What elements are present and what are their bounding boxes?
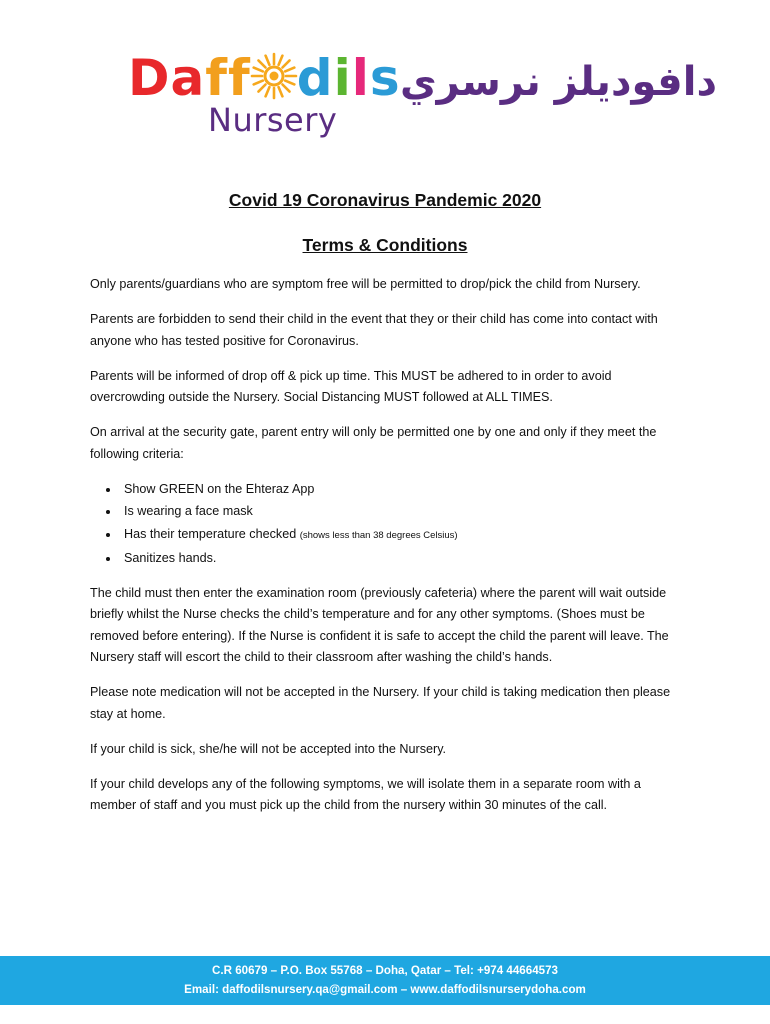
contact-footer bbox=[0, 956, 770, 1005]
criteria-list bbox=[90, 478, 680, 570]
paragraph: If your child develops any of the following symptoms, we will isolate them in a separate room with a member of staff and you must pick up the child from the nursery within 30 minutes of the call. bbox=[90, 776, 641, 812]
list-item: • Has their temperature checked (shows less than 38 degrees Celsius) bbox=[120, 523, 680, 548]
logo-wordmark bbox=[128, 48, 401, 108]
logo-nursery-text: Nursery bbox=[208, 101, 338, 139]
document-subtitle: Terms & Conditions bbox=[302, 235, 468, 255]
logo-letter-f1: f bbox=[205, 49, 229, 107]
paragraph: Please note medication will not be accepted in the Nursery. If your child is taking medication then please stay at home. bbox=[90, 685, 671, 721]
paragraph: The child must then enter the examination room (previously cafeteria) where the parent will wait outside briefly whilst the Nurse checks the child’s temperature and for any other symptoms. (Shoes must be removed before entering). If the Nurse is confident it is safe to accept the child the parent will leave. The Nursery staff will escort the child to their classroom after washing the child’s hands. bbox=[90, 585, 669, 664]
list-item: • Sanitizes hands. bbox=[120, 547, 680, 570]
footer-contact: Email: daffodilsnursery.qa@gmail.com – www.daffodilsnurserydoha.com bbox=[184, 983, 586, 996]
logo-letter-d: D bbox=[128, 49, 171, 107]
logo-letter-l: l bbox=[351, 49, 370, 107]
temperature-note: (shows less than 38 degrees Celsius) bbox=[299, 529, 458, 541]
paragraph: Parents will be informed of drop off & pick up time. This MUST be adhered to in order to avoid overcrowding outside the Nursery. Social Distancing MUST followed at ALL TIMES. bbox=[90, 368, 612, 404]
sun-flower-icon bbox=[249, 51, 299, 101]
document-title: Covid 19 Coronavirus Pandemic 2020 bbox=[228, 190, 542, 210]
paragraph: Only parents/guardians who are symptom free will be permitted to drop/pick the child from Nursery. bbox=[90, 277, 641, 291]
nursery-logo bbox=[128, 48, 717, 148]
list-item: • Show GREEN on the Ehteraz App bbox=[120, 478, 680, 501]
logo-letter-i: i bbox=[333, 49, 352, 107]
logo-arabic-text: دافوديلز نرسري bbox=[400, 59, 717, 105]
paragraph: On arrival at the security gate, parent entry will only be permitted one by one and only if they meet the following criteria: bbox=[90, 425, 657, 461]
document-body bbox=[90, 274, 680, 830]
logo-letter-f2: f bbox=[228, 49, 251, 107]
paragraph: If your child is sick, she/he will not be accepted into the Nursery. bbox=[90, 741, 447, 756]
list-item: • Is wearing a face mask bbox=[120, 500, 680, 523]
paragraph: Parents are forbidden to send their child in the event that they or their child has come into contact with anyone who has tested positive for Coronavirus. bbox=[90, 312, 658, 348]
footer-address: C.R 60679 – P.O. Box 55768 – Doha, Qatar – Tel: +974 44664573 bbox=[212, 964, 558, 977]
logo-letter-s: s bbox=[369, 49, 401, 107]
logo-letter-a: a bbox=[170, 49, 206, 107]
logo-letter-d2: d bbox=[296, 49, 334, 107]
